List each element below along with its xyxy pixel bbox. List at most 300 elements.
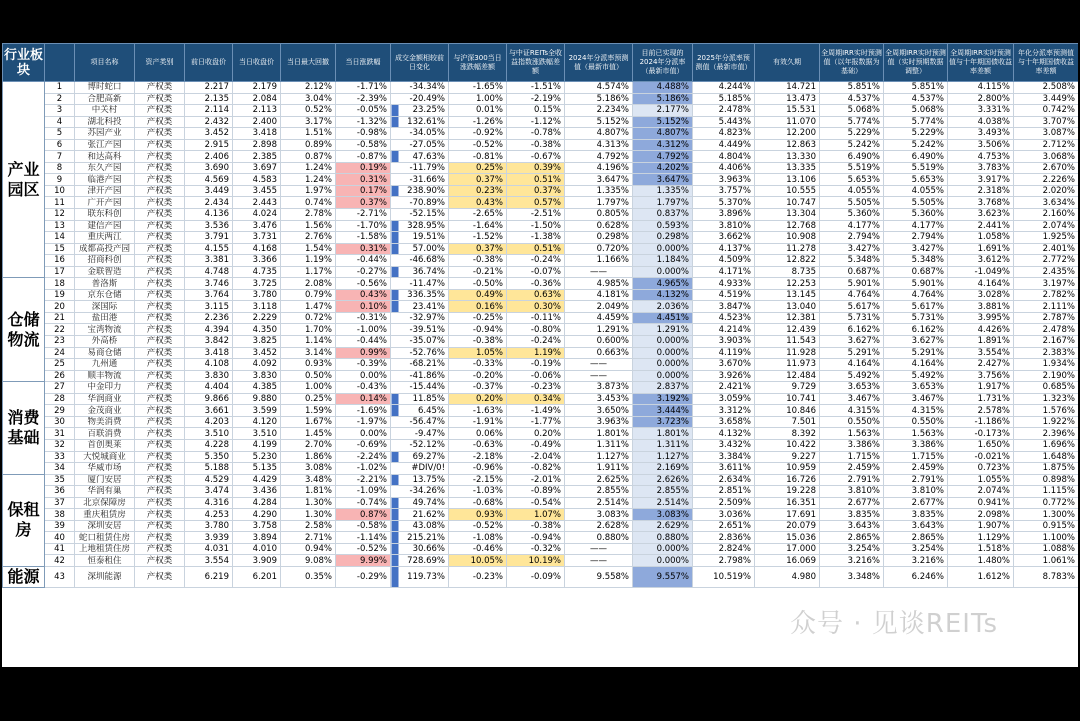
project-name[interactable]: 中关村	[75, 105, 135, 117]
table-row[interactable]	[3, 486, 1079, 498]
cell[interactable]: -0.63%	[449, 439, 507, 451]
table-row[interactable]	[3, 255, 1079, 267]
table-row[interactable]	[3, 543, 1079, 555]
cell[interactable]: 10.741	[755, 393, 820, 405]
cell[interactable]: 0.593%	[633, 220, 693, 232]
cell[interactable]: 1.563%	[884, 428, 948, 440]
cell[interactable]: 3.731	[233, 232, 281, 244]
cell[interactable]: 1.088%	[1014, 543, 1079, 555]
cell[interactable]: 2.074%	[1014, 220, 1079, 232]
cell[interactable]: 2.78%	[281, 209, 336, 221]
cell[interactable]: 3.467%	[820, 393, 884, 405]
cell[interactable]: 1.797%	[633, 197, 693, 209]
cell[interactable]: 2.514%	[565, 497, 633, 509]
cell[interactable]: -11.79%	[391, 162, 449, 174]
cell[interactable]: 4.164%	[948, 278, 1014, 290]
cell[interactable]: 4.177%	[820, 220, 884, 232]
cell[interactable]: 1.518%	[948, 543, 1014, 555]
cell[interactable]: -0.56%	[336, 278, 391, 290]
cell[interactable]: -0.21%	[449, 266, 507, 278]
cell[interactable]: 3.366	[233, 255, 281, 267]
cell[interactable]: 12.439	[755, 324, 820, 336]
project-name[interactable]: 厦门安居	[75, 474, 135, 486]
cell[interactable]: 9.729	[755, 382, 820, 394]
table-row[interactable]	[3, 324, 1079, 336]
cell[interactable]: 4.132%	[693, 428, 755, 440]
cell[interactable]: 1.166%	[565, 255, 633, 267]
cell[interactable]: 10.05%	[449, 555, 507, 567]
cell[interactable]: 2.427%	[948, 359, 1014, 371]
cell[interactable]: 2.434	[185, 197, 233, 209]
cell[interactable]: 4.203	[185, 416, 233, 428]
cell[interactable]: 3.444%	[633, 405, 693, 417]
cell[interactable]: 4.196%	[565, 162, 633, 174]
cell[interactable]: 4.807%	[633, 128, 693, 140]
cell[interactable]: -1.00%	[336, 324, 391, 336]
cell[interactable]: 3.476	[233, 220, 281, 232]
cell[interactable]: 5.492%	[820, 370, 884, 382]
cell[interactable]: 1.19%	[281, 255, 336, 267]
cell[interactable]: 0.898%	[1014, 474, 1079, 486]
row-index[interactable]: 43	[45, 566, 75, 587]
row-index[interactable]: 41	[45, 543, 75, 555]
cell[interactable]: -1.58%	[336, 232, 391, 244]
cell[interactable]: 5.370%	[693, 197, 755, 209]
row-index[interactable]: 13	[45, 220, 75, 232]
row-index[interactable]: 21	[45, 312, 75, 324]
cell[interactable]: 4.010	[233, 543, 281, 555]
column-header-15[interactable]: 全周期IRR实时预测值（以年报数据为基础）	[820, 44, 884, 82]
column-header-16[interactable]: 全周期IRR实时预测值（实时预期数据调整）	[884, 44, 948, 82]
cell[interactable]: 2.385	[233, 151, 281, 163]
cell[interactable]: 产权类	[135, 174, 185, 186]
cell[interactable]: 3.810%	[884, 486, 948, 498]
cell[interactable]: -2.19%	[507, 93, 565, 105]
cell[interactable]: 2.677%	[884, 497, 948, 509]
cell[interactable]: 0.628%	[565, 220, 633, 232]
table-row[interactable]	[3, 497, 1079, 509]
cell[interactable]: 10.747	[755, 197, 820, 209]
cell[interactable]: 0.687%	[820, 266, 884, 278]
cell[interactable]: 6.246%	[884, 566, 948, 587]
cell[interactable]: #DIV/0!	[391, 463, 449, 475]
row-index[interactable]: 20	[45, 301, 75, 313]
cell[interactable]: 2.167%	[1014, 336, 1079, 348]
cell[interactable]: ——	[565, 359, 633, 371]
cell[interactable]: 1.19%	[507, 347, 565, 359]
project-name[interactable]: 华润商业	[75, 393, 135, 405]
cell[interactable]: 产权类	[135, 197, 185, 209]
cell[interactable]: 0.000%	[633, 266, 693, 278]
cell[interactable]: 19.228	[755, 486, 820, 498]
cell[interactable]: 1.715%	[884, 451, 948, 463]
cell[interactable]: 4.115%	[948, 82, 1014, 94]
cell[interactable]: 14.721	[755, 82, 820, 94]
column-header-12[interactable]: 目前已实现的2024年分派率（最新市值）	[633, 44, 693, 82]
cell[interactable]: 0.37%	[449, 174, 507, 186]
cell[interactable]: 3.599	[233, 405, 281, 417]
cell[interactable]: 1.801%	[565, 428, 633, 440]
cell[interactable]: -0.173%	[948, 428, 1014, 440]
cell[interactable]: 0.51%	[507, 243, 565, 255]
cell[interactable]: 2.478%	[1014, 324, 1079, 336]
cell[interactable]: 5.505%	[884, 197, 948, 209]
cell[interactable]: 3.216%	[820, 555, 884, 567]
cell[interactable]: 3.634%	[1014, 197, 1079, 209]
cell[interactable]: 328.95%	[391, 220, 449, 232]
cell[interactable]: 产权类	[135, 393, 185, 405]
cell[interactable]: 1.323%	[1014, 393, 1079, 405]
cell[interactable]: -68.21%	[391, 359, 449, 371]
cell[interactable]: -34.26%	[391, 486, 449, 498]
cell[interactable]: 0.74%	[281, 197, 336, 209]
cell[interactable]: 9.08%	[281, 555, 336, 567]
cell[interactable]: 3.627%	[884, 336, 948, 348]
row-index[interactable]: 24	[45, 347, 75, 359]
row-index[interactable]: 23	[45, 336, 75, 348]
cell[interactable]: 2.514%	[633, 497, 693, 509]
cell[interactable]: 4.449%	[693, 139, 755, 151]
cell[interactable]: 3.04%	[281, 93, 336, 105]
cell[interactable]: 3.453%	[565, 393, 633, 405]
cell[interactable]: 8.735	[755, 266, 820, 278]
cell[interactable]: 产权类	[135, 278, 185, 290]
cell[interactable]: 3.452	[185, 128, 233, 140]
cell[interactable]: 4.965%	[633, 278, 693, 290]
cell[interactable]: 5.186%	[565, 93, 633, 105]
cell[interactable]: -0.29%	[336, 566, 391, 587]
cell[interactable]: -2.15%	[449, 474, 507, 486]
project-name[interactable]: 津开产园	[75, 185, 135, 197]
cell[interactable]: 4.177%	[884, 220, 948, 232]
cell[interactable]: 2.58%	[281, 520, 336, 532]
cell[interactable]: 0.89%	[281, 139, 336, 151]
cell[interactable]: 1.563%	[820, 428, 884, 440]
cell[interactable]: 3.725	[233, 278, 281, 290]
row-index[interactable]: 35	[45, 474, 75, 486]
cell[interactable]: 3.510	[185, 428, 233, 440]
cell[interactable]: 3.896%	[693, 209, 755, 221]
cell[interactable]: 0.79%	[281, 289, 336, 301]
cell[interactable]: 21.62%	[391, 509, 449, 521]
column-header-9[interactable]: 与沪深300当日涨跌幅差额	[449, 44, 507, 82]
cell[interactable]: 2.70%	[281, 439, 336, 451]
cell[interactable]: -1.97%	[336, 416, 391, 428]
cell[interactable]: 产权类	[135, 347, 185, 359]
cell[interactable]: -0.24%	[507, 336, 565, 348]
cell[interactable]: 1.300%	[1014, 509, 1079, 521]
cell[interactable]: 2.217	[185, 82, 233, 94]
cell[interactable]: 产权类	[135, 128, 185, 140]
cell[interactable]: -1.03%	[449, 486, 507, 498]
cell[interactable]: 4.823%	[693, 128, 755, 140]
cell[interactable]: 4.451%	[633, 312, 693, 324]
cell[interactable]: 10.959	[755, 463, 820, 475]
cell[interactable]: 1.797%	[565, 197, 633, 209]
cell[interactable]: 5.348%	[820, 255, 884, 267]
cell[interactable]: 5.851%	[820, 82, 884, 94]
cell[interactable]: -0.49%	[507, 439, 565, 451]
table-row[interactable]	[3, 116, 1079, 128]
table-row[interactable]	[3, 220, 1079, 232]
cell[interactable]: 0.30%	[507, 301, 565, 313]
cell[interactable]: 13.040	[755, 301, 820, 313]
cell[interactable]: 3.830	[233, 370, 281, 382]
cell[interactable]: 1.875%	[1014, 463, 1079, 475]
cell[interactable]: 2.508%	[1014, 82, 1079, 94]
cell[interactable]: 16.069	[755, 555, 820, 567]
cell[interactable]: -0.43%	[336, 382, 391, 394]
cell[interactable]: 2.865%	[820, 532, 884, 544]
cell[interactable]: 5.774%	[884, 116, 948, 128]
row-index[interactable]: 31	[45, 428, 75, 440]
cell[interactable]: 0.550%	[820, 416, 884, 428]
cell[interactable]: 产权类	[135, 520, 185, 532]
project-name[interactable]: 蛇口租赁住房	[75, 532, 135, 544]
cell[interactable]: -0.58%	[336, 520, 391, 532]
row-index[interactable]: 4	[45, 116, 75, 128]
table-row[interactable]	[3, 463, 1079, 475]
cell[interactable]: 1.311%	[565, 439, 633, 451]
cell[interactable]: 30.66%	[391, 543, 449, 555]
cell[interactable]: 2.800%	[948, 93, 1014, 105]
cell[interactable]: -0.32%	[507, 543, 565, 555]
table-row[interactable]	[3, 416, 1079, 428]
cell[interactable]: -1.049%	[948, 266, 1014, 278]
cell[interactable]: 6.162%	[884, 324, 948, 336]
cell[interactable]: 0.805%	[565, 209, 633, 221]
cell[interactable]: 4.406%	[693, 162, 755, 174]
cell[interactable]: 3.881%	[948, 301, 1014, 313]
cell[interactable]: 4.284	[233, 497, 281, 509]
project-name[interactable]: 九州通	[75, 359, 135, 371]
cell[interactable]: 2.08%	[281, 278, 336, 290]
cell[interactable]: -0.78%	[507, 128, 565, 140]
cell[interactable]: 产权类	[135, 243, 185, 255]
cell[interactable]: 3.087%	[1014, 128, 1079, 140]
cell[interactable]: 2.798%	[693, 555, 755, 567]
cell[interactable]: 3.554%	[948, 347, 1014, 359]
cell[interactable]: -1.63%	[449, 405, 507, 417]
cell[interactable]: -0.44%	[336, 336, 391, 348]
row-index[interactable]: 6	[45, 139, 75, 151]
cell[interactable]: 1.691%	[948, 243, 1014, 255]
column-header-3[interactable]: 资产类别	[135, 44, 185, 82]
cell[interactable]: 4.404	[185, 382, 233, 394]
cell[interactable]: 0.37%	[507, 185, 565, 197]
cell[interactable]: 0.99%	[336, 347, 391, 359]
cell[interactable]: 1.05%	[449, 347, 507, 359]
cell[interactable]: -46.68%	[391, 255, 449, 267]
table-row[interactable]	[3, 278, 1079, 290]
cell[interactable]: 3.418	[185, 347, 233, 359]
cell[interactable]: -0.94%	[507, 532, 565, 544]
cell[interactable]: 3.825	[233, 336, 281, 348]
cell[interactable]: 产权类	[135, 382, 185, 394]
cell[interactable]: 2.670%	[1014, 162, 1079, 174]
table-row[interactable]	[3, 370, 1079, 382]
cell[interactable]: 4.024	[233, 209, 281, 221]
cell[interactable]: ——	[565, 370, 633, 382]
cell[interactable]: 0.000%	[633, 347, 693, 359]
project-name[interactable]: 深国际	[75, 301, 135, 313]
cell[interactable]: 4.569	[185, 174, 233, 186]
cell[interactable]: 2.135	[185, 93, 233, 105]
cell[interactable]: 2.459%	[820, 463, 884, 475]
cell[interactable]: 2.712%	[1014, 139, 1079, 151]
cell[interactable]: 3.197%	[1014, 278, 1079, 290]
cell[interactable]: 11.543	[755, 336, 820, 348]
project-name[interactable]: 建信产园	[75, 220, 135, 232]
row-index[interactable]: 5	[45, 128, 75, 140]
cell[interactable]: 0.10%	[336, 301, 391, 313]
cell[interactable]: -1.186%	[948, 416, 1014, 428]
cell[interactable]: 1.24%	[281, 174, 336, 186]
table-row[interactable]	[3, 301, 1079, 313]
table-row[interactable]	[3, 520, 1079, 532]
cell[interactable]: 15.036	[755, 532, 820, 544]
cell[interactable]: 4.933%	[693, 278, 755, 290]
cell[interactable]: 0.941%	[948, 497, 1014, 509]
cell[interactable]: 4.488%	[633, 82, 693, 94]
table-row[interactable]	[3, 151, 1079, 163]
cell[interactable]: -1.38%	[507, 232, 565, 244]
cell[interactable]: 产权类	[135, 289, 185, 301]
cell[interactable]: 0.31%	[336, 243, 391, 255]
cell[interactable]: 1.291%	[565, 324, 633, 336]
cell[interactable]: 3.783%	[948, 162, 1014, 174]
row-index[interactable]: 19	[45, 289, 75, 301]
cell[interactable]: 5.068%	[820, 105, 884, 117]
cell[interactable]: 产权类	[135, 336, 185, 348]
project-name[interactable]: 重庆两江	[75, 232, 135, 244]
cell[interactable]: 4.108	[185, 359, 233, 371]
cell[interactable]: -0.38%	[449, 255, 507, 267]
cell[interactable]: 13.330	[755, 151, 820, 163]
cell[interactable]: 2.478%	[693, 105, 755, 117]
project-name[interactable]: 普洛斯	[75, 278, 135, 290]
cell[interactable]: 3.386%	[820, 439, 884, 451]
cell[interactable]: 2.443	[233, 197, 281, 209]
cell[interactable]: 3.427%	[820, 243, 884, 255]
table-row[interactable]	[3, 197, 1079, 209]
cell[interactable]: 1.115%	[1014, 486, 1079, 498]
row-index[interactable]: 33	[45, 451, 75, 463]
cell[interactable]: 1.129%	[948, 532, 1014, 544]
cell[interactable]: 5.360%	[820, 209, 884, 221]
table-row[interactable]	[3, 128, 1079, 140]
cell[interactable]: 0.39%	[507, 162, 565, 174]
cell[interactable]: 4.394	[185, 324, 233, 336]
cell[interactable]: 4.429	[233, 474, 281, 486]
cell[interactable]: -0.89%	[507, 486, 565, 498]
cell[interactable]: 3.432%	[693, 439, 755, 451]
cell[interactable]: 1.70%	[281, 324, 336, 336]
project-name[interactable]: 大悦城商业	[75, 451, 135, 463]
row-index[interactable]: 27	[45, 382, 75, 394]
cell[interactable]: 1.291%	[633, 324, 693, 336]
cell[interactable]: 10.555	[755, 185, 820, 197]
cell[interactable]: 4.171%	[693, 266, 755, 278]
project-name[interactable]: 广开产园	[75, 197, 135, 209]
cell[interactable]: 0.25%	[281, 393, 336, 405]
table-row[interactable]	[3, 347, 1079, 359]
cell[interactable]: 4.136	[185, 209, 233, 221]
cell[interactable]: 4.753%	[948, 151, 1014, 163]
cell[interactable]: 1.07%	[507, 509, 565, 521]
cell[interactable]: 1.56%	[281, 220, 336, 232]
cell[interactable]: 0.19%	[336, 162, 391, 174]
project-name[interactable]: 京东仓储	[75, 289, 135, 301]
cell[interactable]: 4.132%	[633, 289, 693, 301]
cell[interactable]: 3.455	[233, 185, 281, 197]
cell[interactable]: 3.384%	[693, 451, 755, 463]
column-header-13[interactable]: 2025年分派率预测值（最新市值）	[693, 44, 755, 82]
row-index[interactable]: 17	[45, 266, 75, 278]
cell[interactable]: -1.02%	[336, 463, 391, 475]
cell[interactable]: 2.898	[233, 139, 281, 151]
project-name[interactable]: 苏园产业	[75, 128, 135, 140]
cell[interactable]: 8.392	[755, 428, 820, 440]
cell[interactable]: 1.54%	[281, 243, 336, 255]
cell[interactable]: 2.12%	[281, 82, 336, 94]
cell[interactable]: 产权类	[135, 139, 185, 151]
cell[interactable]: 4.164%	[820, 359, 884, 371]
cell[interactable]: 1.311%	[633, 439, 693, 451]
cell[interactable]: 1.127%	[565, 451, 633, 463]
cell[interactable]: 2.459%	[884, 463, 948, 475]
cell[interactable]: 0.550%	[884, 416, 948, 428]
project-name[interactable]: 合肥高新	[75, 93, 135, 105]
cell[interactable]: 3.506%	[948, 139, 1014, 151]
cell[interactable]: 3.036%	[693, 509, 755, 521]
project-name[interactable]: 金联智造	[75, 266, 135, 278]
cell[interactable]: 3.449	[185, 185, 233, 197]
cell[interactable]: 4.537%	[820, 93, 884, 105]
cell[interactable]: 4.315%	[884, 405, 948, 417]
cell[interactable]: 1.14%	[281, 336, 336, 348]
cell[interactable]: -2.24%	[336, 451, 391, 463]
cell[interactable]: 3.746	[185, 278, 233, 290]
cell[interactable]: -0.67%	[507, 151, 565, 163]
cell[interactable]: 3.312%	[693, 405, 755, 417]
cell[interactable]: 2.851%	[693, 486, 755, 498]
cell[interactable]: 3.780	[185, 520, 233, 532]
cell[interactable]: 1.055%	[948, 474, 1014, 486]
cell[interactable]: -31.66%	[391, 174, 449, 186]
cell[interactable]: 3.647%	[565, 174, 633, 186]
cell[interactable]: 2.441%	[948, 220, 1014, 232]
row-index[interactable]: 10	[45, 185, 75, 197]
cell[interactable]: 0.000%	[633, 555, 693, 567]
cell[interactable]: 12.768	[755, 220, 820, 232]
cell[interactable]: 3.662%	[693, 232, 755, 244]
cell[interactable]: -0.23%	[449, 566, 507, 587]
cell[interactable]: 2.020%	[1014, 185, 1079, 197]
cell[interactable]: 4.985%	[565, 278, 633, 290]
table-row[interactable]	[3, 105, 1079, 117]
cell[interactable]: 4.181%	[565, 289, 633, 301]
column-header-11[interactable]: 2024年分派率预测值（最新市值）	[565, 44, 633, 82]
cell[interactable]: 3.623%	[948, 209, 1014, 221]
cell[interactable]: 2.169%	[633, 463, 693, 475]
cell[interactable]: -2.39%	[336, 93, 391, 105]
row-index[interactable]: 36	[45, 486, 75, 498]
table-row[interactable]	[3, 243, 1079, 255]
cell[interactable]: 3.083%	[633, 509, 693, 521]
cell[interactable]: 1.24%	[281, 162, 336, 174]
cell[interactable]: 3.963%	[693, 174, 755, 186]
